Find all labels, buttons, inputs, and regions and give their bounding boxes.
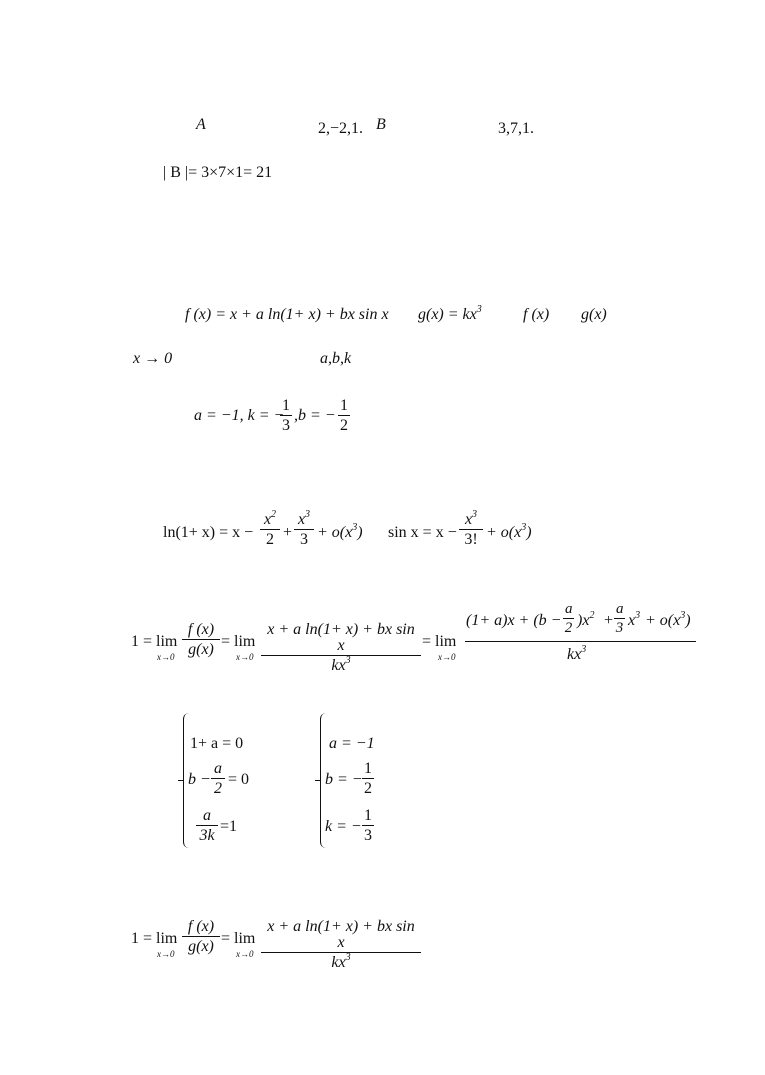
limit1-sub-a: x→0 (157, 652, 175, 662)
matrix-b-label: B (376, 116, 386, 133)
limit1-eq-lim-a: = lim (221, 633, 256, 650)
determinant-equation: | B |= 3×7×1= 21 (163, 164, 273, 181)
unknowns: a,b,k (320, 350, 352, 367)
answer-lead: a = −1, k = − (194, 407, 285, 424)
expanded-plus: + (604, 612, 614, 629)
expanded-a-over-3: a 3 (615, 601, 624, 636)
limit2-sub-a: x→0 (157, 949, 175, 959)
right-eq2-lead: b = − (325, 771, 363, 788)
expanded-num-lead: (1+ a)x + (b − (466, 612, 562, 629)
left-eq2-lead: b − (188, 771, 211, 788)
limit1-fg-fraction: f (x) g(x) (182, 622, 220, 658)
right-eq1: a = −1 (329, 735, 375, 752)
limit2-one-eq: 1 = lim (131, 930, 178, 947)
right-brace-tick (315, 780, 320, 781)
sin-expansion-lead: sin x = x − (388, 524, 457, 541)
left-eq1: 1+ a = 0 (190, 735, 244, 752)
f-reference: f (x) (523, 306, 550, 323)
limit1-sub-c: x→0 (438, 652, 456, 662)
sin-tail: + $o(x^3)$ (486, 522, 532, 541)
limit2-eq-lim: = lim (221, 930, 256, 947)
left-eq3-fraction: a 3k (196, 808, 218, 844)
ln-plus: + (283, 524, 293, 541)
expanded-o-tail: + $o(x^3)$ (645, 610, 691, 629)
expanded-x2: )$x^2$ (577, 610, 595, 629)
limit1-expr-fraction: x + a ln(1+ x) + bx sin x $kx^3$ (261, 622, 421, 674)
expanded-denominator: $kx^3$ (567, 644, 587, 663)
limit2-sub-b: x→0 (236, 949, 254, 959)
ln-term1: $x^2$ 2 (260, 512, 280, 548)
ln-tail: + $o(x^3)$ (317, 522, 363, 541)
f-definition: f (x) = x + a ln(1+ x) + bx sin x (185, 306, 389, 323)
expanded-x3: $x^3$ (628, 610, 641, 629)
limit1-one-eq: 1 = lim (131, 633, 178, 650)
limit1-eq-lim-c: = lim (422, 633, 457, 650)
right-eq2-fraction: 1 2 (364, 760, 372, 797)
matrix-a-eigenvalues: 2,−2,1. (318, 120, 364, 137)
sin-term: $x^3$ 3! (459, 512, 483, 548)
limit-condition: x → 0 (133, 350, 173, 367)
left-brace-tick (178, 780, 183, 781)
ln-expansion-lead: ln(1+ x) = x − (163, 524, 254, 541)
matrix-b-eigenvalues: 3,7,1. (498, 120, 534, 137)
answer-mid: ,b = − (294, 407, 336, 424)
right-eq3-fraction: 1 3 (364, 807, 372, 844)
left-eq2-fraction: a 2 (211, 761, 225, 797)
left-eq2-tail: = 0 (228, 771, 250, 788)
limit2-fg-fraction: f (x) g(x) (182, 919, 220, 955)
ln-term2: $x^3$ 3 (294, 512, 314, 548)
matrix-a-label: A (196, 116, 206, 133)
left-eq3-tail: =1 (220, 818, 238, 835)
right-eq3-lead: k = − (325, 818, 362, 835)
limit2-expr-fraction: x + a ln(1+ x) + bx sin x $kx^3$ (261, 919, 421, 971)
g-definition: $g(x) = kx^3$ (418, 304, 482, 323)
answer-b-fraction: 1 2 (340, 397, 348, 434)
g-reference: g(x) (581, 306, 607, 323)
limit1-sub-b: x→0 (236, 652, 254, 662)
answer-k-fraction: 1 3 (282, 397, 290, 434)
expanded-a-over-2: a 2 (564, 601, 573, 636)
limit1-big-fraction-bar (465, 641, 696, 642)
